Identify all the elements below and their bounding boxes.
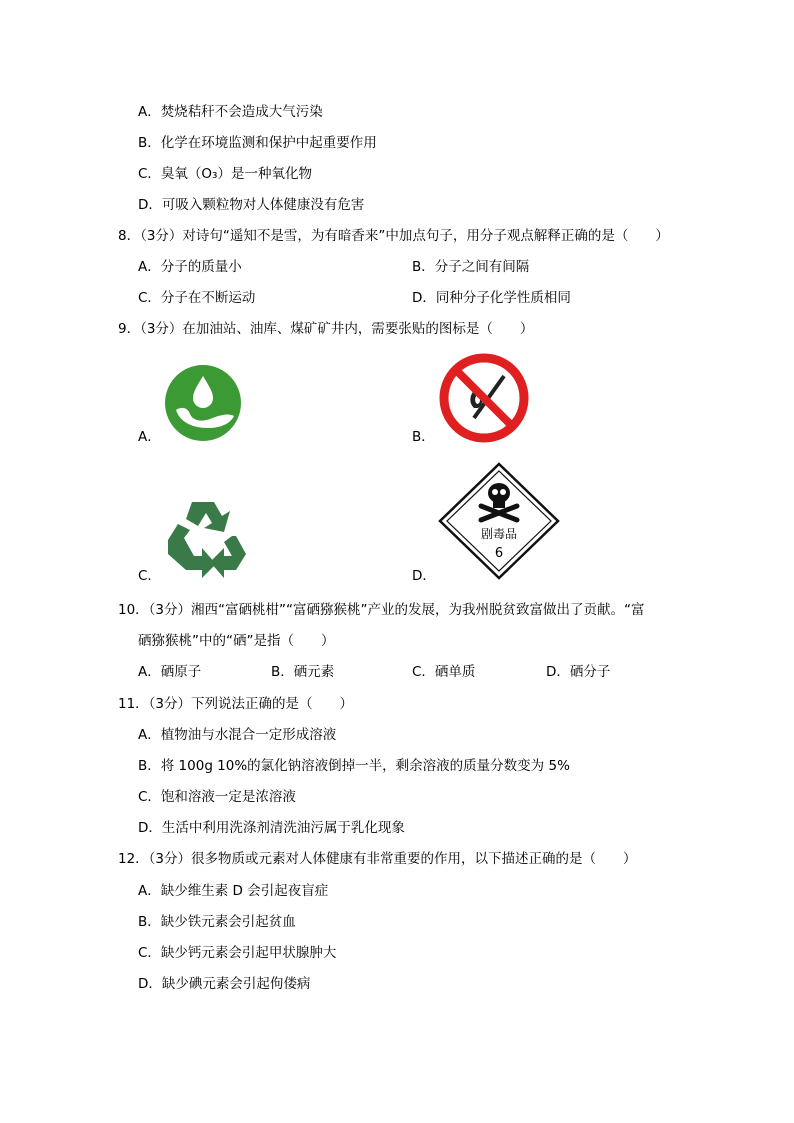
q9-option-a: A． xyxy=(138,429,161,445)
q10-option-c: C．硒单质 xyxy=(412,664,476,680)
q11-option-b: B．将 100g 10%的氯化钠溶液倒掉一半，剩余溶液的质量分数变为 5% xyxy=(138,758,570,774)
q11-option-a: A．植物油与水混合一定形成溶液 xyxy=(138,727,337,743)
toxic-label: 剧毒品 xyxy=(480,527,517,541)
no-open-flame-icon xyxy=(438,352,530,448)
toxic-class-number: 6 xyxy=(494,546,504,561)
q10-option-d: D．硒分子 xyxy=(546,664,611,680)
q11-option-c: C．饱和溶液一定是浓溶液 xyxy=(138,789,296,805)
q9-stem: 9．（3分）在加油站、油库、煤矿矿井内，需要张贴的图标是（ ） xyxy=(118,321,534,337)
q12-option-a: A．缺少维生素 D 会引起夜盲症 xyxy=(138,883,329,899)
q11-stem: 11．（3分）下列说法正确的是（ ） xyxy=(118,696,354,712)
q9-option-d: D． xyxy=(412,568,436,584)
q8-option-d: D．同种分子化学性质相同 xyxy=(412,290,571,306)
q12-option-c: C．缺少钙元素会引起甲状腺肿大 xyxy=(138,945,337,961)
toxic-hazard-icon xyxy=(438,462,560,580)
q10-option-b: B．硒元素 xyxy=(271,664,335,680)
q9-option-c: C． xyxy=(138,568,161,584)
q8-stem: 8．（3分）对诗句“遥知不是雪，为有暗香来”中加点句子，用分子观点解释正确的是（ ） xyxy=(118,228,669,244)
q8-option-b: B．分子之间有间隔 xyxy=(412,259,530,275)
q7-option-b: B．化学在环境监测和保护中起重要作用 xyxy=(138,135,377,151)
q7-option-c: C．臭氧（O₃）是一种氧化物 xyxy=(138,166,312,182)
water-saving-icon xyxy=(164,364,242,446)
q10-option-a: A．硒原子 xyxy=(138,664,202,680)
q9-option-b: B． xyxy=(412,429,435,445)
q10-stem-line2: 硒猕猴桃”中的“硒”是指（ ） xyxy=(138,633,335,649)
q7-option-a: A．焚烧秸秆不会造成大气污染 xyxy=(138,104,323,120)
q8-option-a: A．分子的质量小 xyxy=(138,259,242,275)
q12-option-d: D．缺少碘元素会引起佝偻病 xyxy=(138,976,311,992)
q7-option-d: D．可吸入颗粒物对人体健康没有危害 xyxy=(138,197,365,213)
q12-stem: 12．（3分）很多物质或元素对人体健康有非常重要的作用，以下描述正确的是（ ） xyxy=(118,851,637,867)
q12-option-b: B．缺少铁元素会引起贫血 xyxy=(138,914,296,930)
q11-option-d: D．生活中利用洗涤剂清洗油污属于乳化现象 xyxy=(138,820,405,836)
q8-option-c: C．分子在不断运动 xyxy=(138,290,256,306)
recycling-icon xyxy=(162,492,252,582)
q10-stem-line1: 10．（3分）湘西“富硒桃柑”“富硒猕猴桃”产业的发展，为我州脱贫致富做出了贡献。“富 xyxy=(118,602,645,618)
